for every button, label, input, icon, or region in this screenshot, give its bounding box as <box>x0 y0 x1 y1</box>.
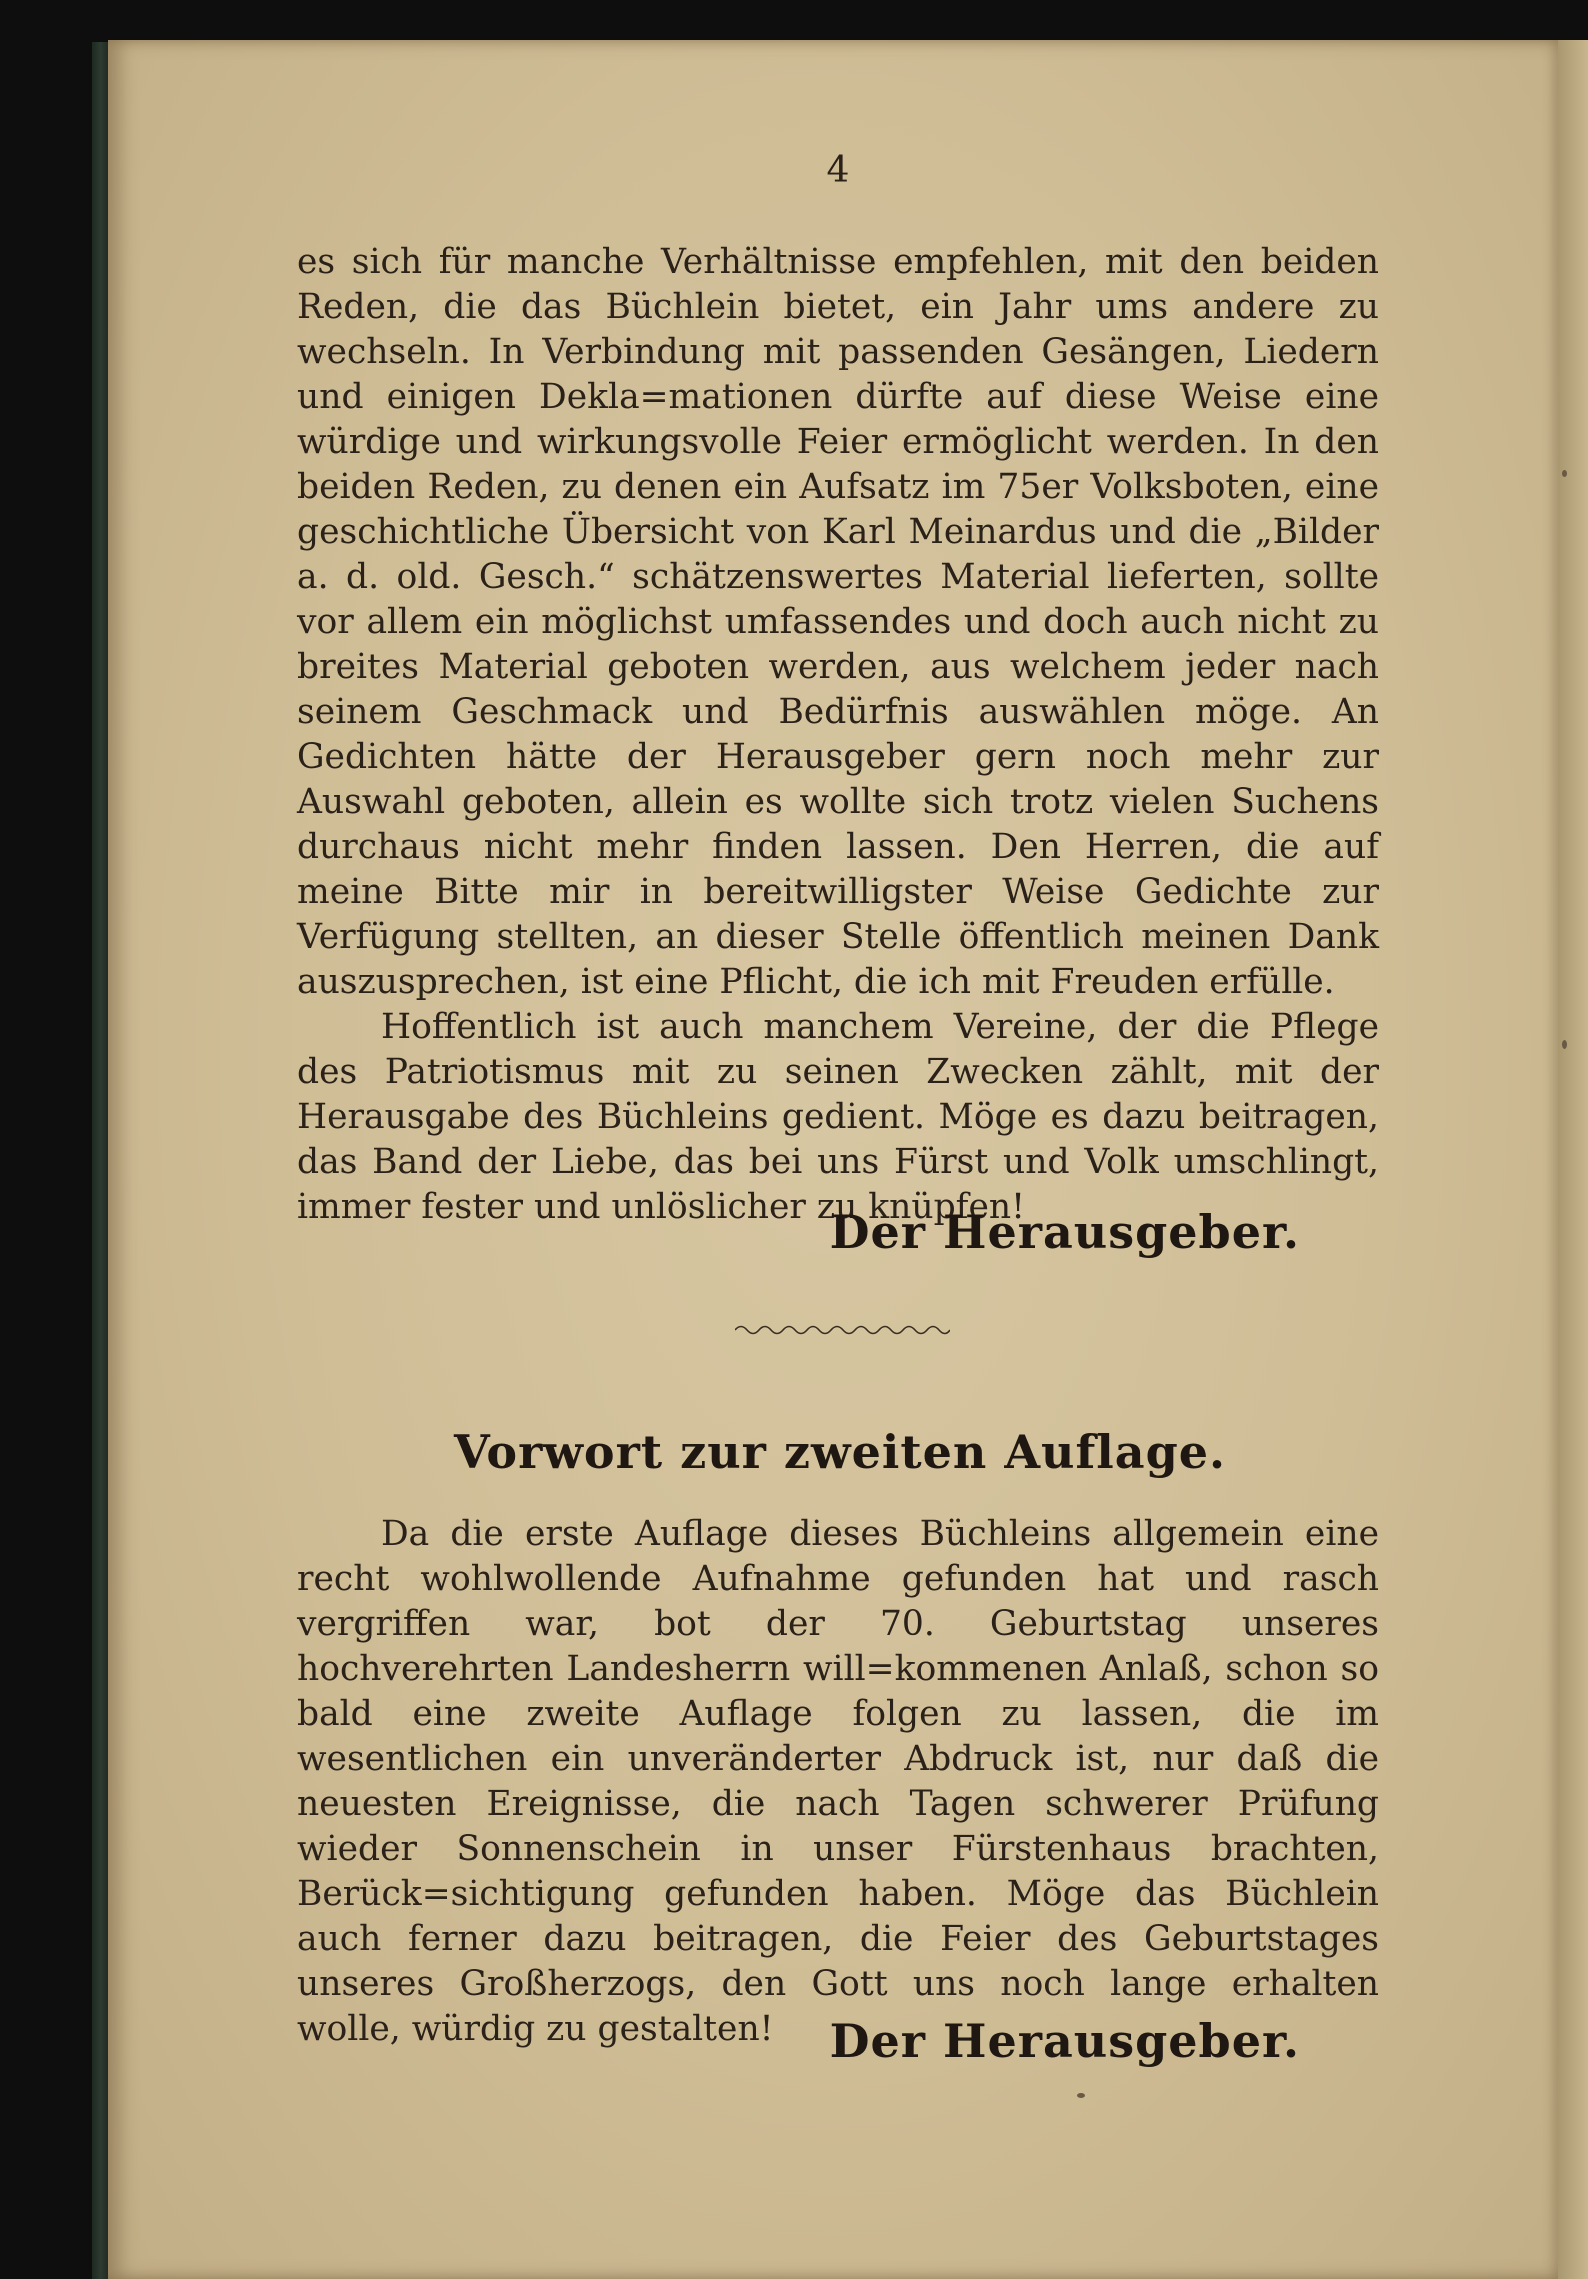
paragraph: Hoffentlich ist auch manchem Vereine, der die Pflege des Patriotismus mit zu seinen Zwecken zählt, mit der Herausgabe des Büchleins gedient. Möge es dazu beitragen, das Band der Liebe, das bei uns Fürst und Volk umschlingt, immer fester und unlöslicher zu knüpfen! <box>297 1007 1379 1227</box>
paper-speck <box>1562 470 1567 477</box>
adjacent-page-edge <box>1558 40 1588 2279</box>
paragraph: Da die erste Auflage dieses Büchleins allgemein eine recht wohlwollende Aufnahme gefunden hat und rasch vergriffen war, bot der 70. Geburtstag unseres hochverehrten Landesherrn will=kommenen Anlaß, schon so bald eine zweite Auflage folgen zu lassen, die im wesentlichen ein unveränderter Abdruck ist, nur daß die neuesten Ereignisse, die nach Tagen schwerer Prüfung wieder Sonnenschein in unser Fürstenhaus brachten, Berück=sichtigung gefunden haben. Möge das Büchlein auch ferner dazu beitragen, die Feier des Geburtstages unseres Großherzogs, den Gott uns noch lange erhalten wolle, würdig zu gestalten! <box>297 1514 1379 2049</box>
paper-speck <box>1562 1040 1567 1049</box>
second-preface-body <box>297 1512 1379 2052</box>
paragraph: es sich für manche Verhältnisse empfehlen, mit den beiden Reden, die das Büchlein bietet, ein Jahr ums andere zu wechseln. In Verbindung mit passenden Gesängen, Liedern und einigen Dekla=mationen dürfte auf diese Weise eine würdige und wirkungsvolle Feier ermöglicht werden. In den beiden Reden, zu denen ein Aufsatz im 75er Volksboten, eine geschichtliche Übersicht von Karl Meinardus und die „Bilder a. d. old. Gesch.“ schätzenswertes Material lieferten, sollte vor allem ein möglichst umfassendes und doch auch nicht zu breites Material geboten werden, aus welchem jeder nach seinem Geschmack und Bedürfnis auswählen möge. An Gedichten hätte der Herausgeber gern noch mehr zur Auswahl geboten, allein es wollte sich trotz vielen Suchens durchaus nicht mehr finden lassen. Den Herren, die auf meine Bitte mir in bereitwilligster Weise Gedichte zur Verfügung stellten, an dieser Stelle öffentlich meinen Dank auszusprechen, ist eine Pflicht, die ich mit Freuden erfülle. <box>297 242 1379 1002</box>
section-heading: Vorwort zur zweiten Auflage. <box>453 1425 1227 1479</box>
preface-body <box>297 240 1379 1230</box>
paper-speck <box>1077 2093 1085 2098</box>
wave-ornament <box>735 1320 950 1340</box>
signature: Der Herausgeber. <box>829 2014 1300 2068</box>
page-number: 4 <box>826 150 850 191</box>
signature: Der Herausgeber. <box>829 1205 1300 1259</box>
